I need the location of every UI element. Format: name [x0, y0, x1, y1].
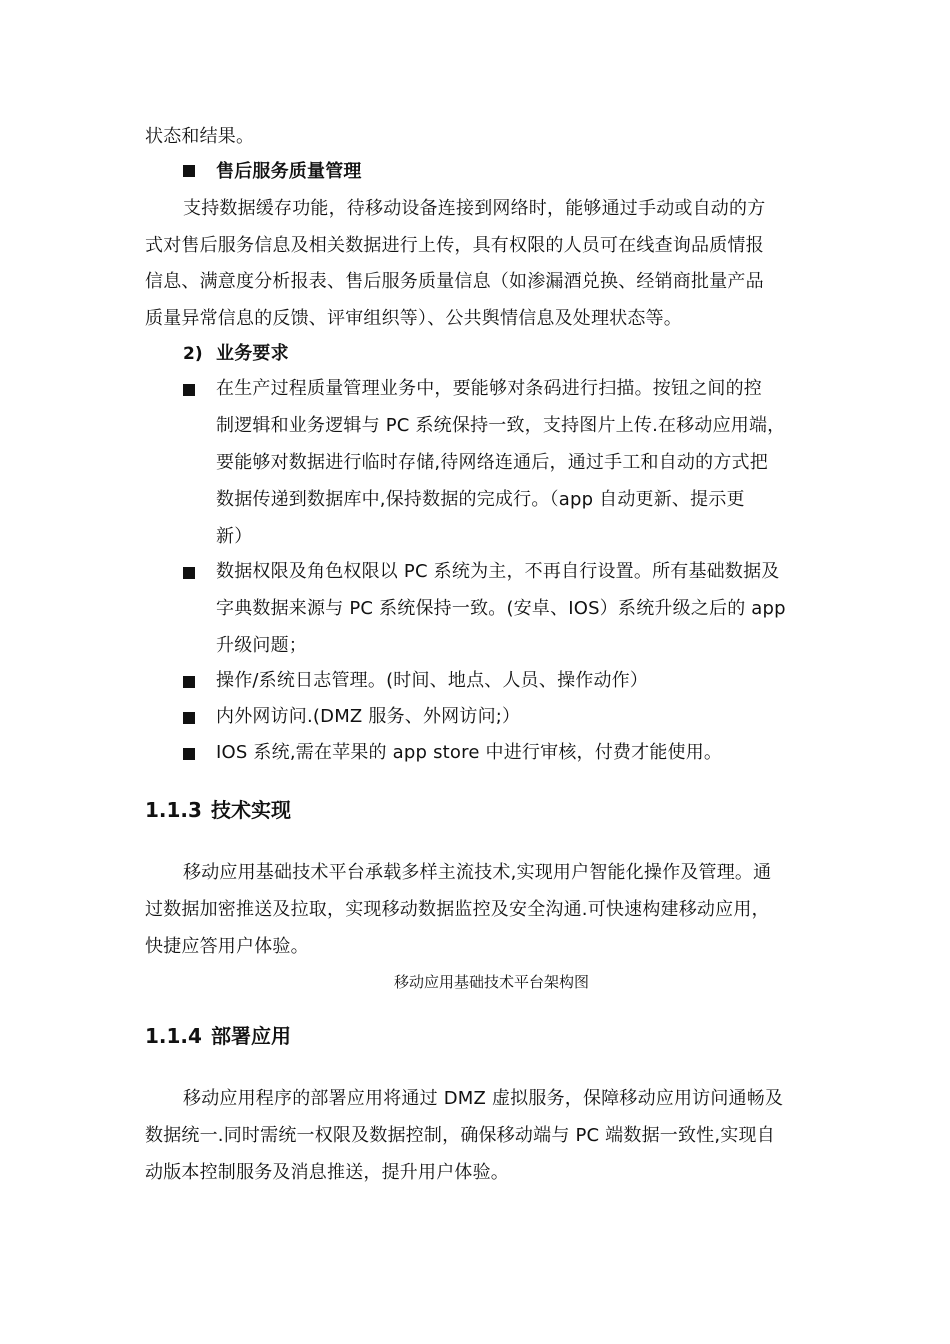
requirement-item-line: 内外网访问.(DMZ 服务、外网访问;）	[216, 706, 521, 727]
bullet-square-icon	[183, 165, 195, 177]
bullet-square-icon	[183, 567, 195, 579]
requirement-item-line: 要能够对数据进行临时存储,待网络连通后，通过手工和自动的方式把	[216, 452, 768, 473]
intro-tail-text: 状态和结果。	[145, 126, 255, 147]
requirement-item-line: 升级问题；	[216, 635, 307, 656]
business-requirements-title: 业务要求	[216, 343, 289, 364]
section-113-paragraph-line: 过数据加密推送及拉取，实现移动数据监控及安全沟通.可快速构建移动应用，	[145, 899, 770, 920]
after-sales-paragraph-line: 式对售后服务信息及相关数据进行上传，具有权限的人员可在线查询品质情报	[145, 235, 764, 256]
requirement-item-line: 数据传递到数据库中,保持数据的完成行。（app 自动更新、提示更	[216, 489, 745, 510]
section-heading-114	[145, 1018, 291, 1054]
figure-caption: 移动应用基础技术平台架构图	[393, 973, 589, 991]
requirement-item-line: 数据权限及角色权限以 PC 系统为主，不再自行设置。所有基础数据及	[216, 561, 780, 582]
after-sales-paragraph-line: 支持数据缓存功能，待移动设备连接到网络时，能够通过手动或自动的方	[183, 198, 766, 219]
bullet-square-icon	[183, 712, 195, 724]
after-sales-paragraph-line: 信息、满意度分析报表、售后服务质量信息（如渗漏酒兑换、经销商批量产品	[145, 271, 764, 292]
requirement-item-line: 新）	[216, 526, 253, 547]
after-sales-title: 售后服务质量管理	[216, 161, 362, 182]
requirement-item-line: IOS 系统,需在苹果的 app store 中进行审核，付费才能使用。	[216, 742, 723, 763]
section-114-paragraph-line: 动版本控制服务及消息推送，提升用户体验。	[145, 1162, 509, 1183]
section-heading-113	[145, 792, 291, 828]
requirement-item-line: 字典数据来源与 PC 系统保持一致。(安卓、IOS）系统升级之后的 app	[216, 598, 786, 619]
section-113-paragraph-line: 快捷应答用户体验。	[145, 936, 309, 957]
bullet-square-icon	[183, 676, 195, 688]
requirement-item-line: 在生产过程质量管理业务中，要能够对条码进行扫描。按钮之间的控	[216, 378, 762, 399]
section-113-paragraph-line: 移动应用基础技术平台承载多样主流技术,实现用户智能化操作及管理。通	[183, 862, 772, 883]
section-number: 1.1.3	[145, 798, 202, 822]
requirement-item-line: 制逻辑和业务逻辑与 PC 系统保持一致，支持图片上传.在移动应用端，	[216, 415, 786, 436]
section-title: 技术实现	[211, 798, 291, 822]
bullet-square-icon	[183, 748, 195, 760]
requirement-item-line: 操作/系统日志管理。(时间、地点、人员、操作动作）	[216, 670, 649, 691]
after-sales-paragraph-line: 质量异常信息的反馈、评审组织等）、公共舆情信息及处理状态等。	[145, 308, 682, 329]
section-title: 部署应用	[211, 1024, 291, 1048]
business-requirements-number: 2)	[183, 344, 203, 364]
section-114-paragraph-line: 移动应用程序的部署应用将通过 DMZ 虚拟服务，保障移动应用访问通畅及	[183, 1088, 784, 1109]
bullet-square-icon	[183, 384, 195, 396]
section-114-paragraph-line: 数据统一.同时需统一权限及数据控制，确保移动端与 PC 端数据一致性,实现自	[145, 1125, 775, 1146]
section-number: 1.1.4	[145, 1024, 202, 1048]
